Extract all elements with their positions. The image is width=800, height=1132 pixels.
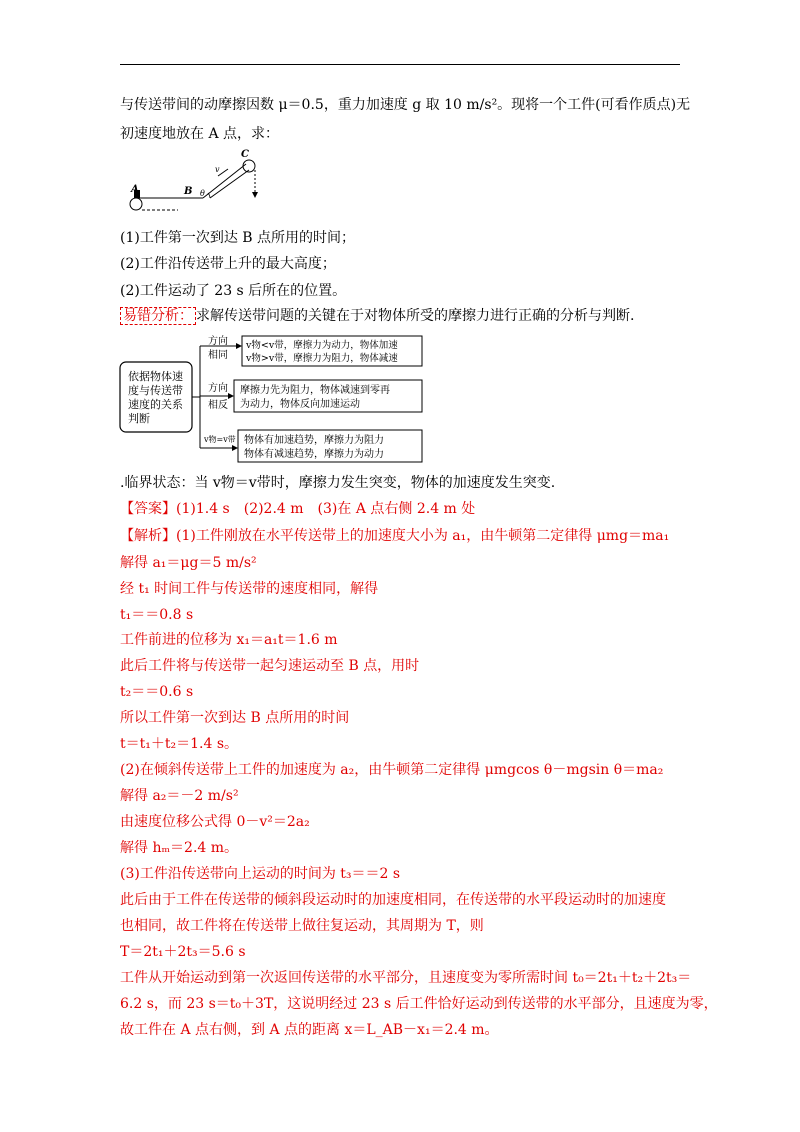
branch3-text: 物体有加速趋势，摩擦力为阻力 物体有减速趋势，摩擦力为动力 <box>244 435 384 460</box>
branch3-label: v物=v带 <box>204 435 236 444</box>
root-text: 依据物体速 度与传送带 速度的关系 判断 <box>128 370 183 425</box>
solution-line-3: 经 t₁ 时间工件与传送带的速度相同，解得 <box>120 581 379 597</box>
friction-flowchart <box>118 334 428 466</box>
branch2-label: 方向 相反 <box>208 383 228 411</box>
analysis-text: 求解传送带问题的关键在于对物体所受的摩擦力进行正确的分析与判断. <box>196 308 635 324</box>
solution-line-8: 所以工件第一次到达 B 点所用的时间 <box>120 710 350 726</box>
solution-line-14: (3)工件沿传送带向上运动的时间为 t₃＝＝2 s <box>120 866 401 882</box>
branch1-text: v物<v带，摩擦力为动力，物体加速 v物>v带，摩擦力为阻力，物体减速 <box>246 340 398 364</box>
question-1: (1)工件第一次到达 B 点所用的时间； <box>120 230 356 246</box>
conveyor-figure <box>118 148 278 218</box>
branch1-label: 方向 相同 <box>208 336 228 361</box>
solution-line-13: 解得 hₘ＝2.4 m。 <box>120 840 239 856</box>
solution-line-6: 此后工件将与传送带一起匀速运动至 B 点，用时 <box>120 658 420 674</box>
label-v: v <box>215 165 220 174</box>
answer-line <box>120 499 475 519</box>
solution-line-9: t＝t₁＋t₂＝1.4 s。 <box>120 736 239 752</box>
answer-text: (1)1.4 s (2)2.4 m (3)在 A 点右侧 2.4 m 处 <box>176 501 476 517</box>
solution-line-2: 解得 a₁＝μg＝5 m/s² <box>120 555 257 571</box>
critical-state: .临界状态：当 v物＝v带时，摩擦力发生突变，物体的加速度发生突变. <box>120 475 556 491</box>
problem-line-1: 与传送带间的动摩擦因数 μ＝0.5，重力加速度 g 取 10 m/s²。现将一个工件(可看作质点)无 <box>120 97 691 113</box>
solution-line-5: 工件前进的位移为 x₁＝a₁t＝1.6 m <box>120 632 338 648</box>
down-arrow-icon <box>252 192 258 198</box>
solution-line-10: (2)在倾斜传送带上工件的加速度为 a₂，由牛顿第二定律得 μmgcos θ－mgsin θ＝ma₂ <box>120 762 664 778</box>
solution-line-4: t₁＝＝0.8 s <box>120 607 194 623</box>
solution-line-15: 此后由于工件在传送带的倾斜段运动时的加速度相同，在传送带的水平段运动时的加速度 <box>120 892 666 908</box>
solution-line-12: 由速度位移公式得 0－v²＝2a₂ <box>120 814 310 830</box>
solution-line-7: t₂＝＝0.6 s <box>120 684 194 700</box>
solution-line-17: T＝2t₁＋2t₃＝5.6 s <box>120 944 246 960</box>
solution-line-16: 也相同，故工件将在传送带上做往复运动，其周期为 T，则 <box>120 918 484 934</box>
analysis-line <box>120 306 634 326</box>
label-c: C <box>241 149 249 160</box>
solution-line-11: 解得 a₂＝－2 m/s² <box>120 788 239 804</box>
branch2-text: 摩擦力先为阻力，物体减速到零再 为动力，物体反向加速运动 <box>240 385 390 410</box>
question-2: (2)工件沿传送带上升的最大高度； <box>120 256 336 272</box>
belt-incline-back <box>210 170 249 198</box>
solution-line-18: 工件从开始运动到第一次返回传送带的水平部分，且速度变为零所需时间 t₀＝2t₁＋t₂＋2t₃＝ <box>120 970 692 986</box>
header-rule <box>120 64 680 65</box>
question-3: (2)工件运动了 23 s 后所在的位置。 <box>120 283 347 299</box>
problem-line-2: 初速度地放在 A 点，求： <box>120 126 280 142</box>
answer-tag: 【答案】 <box>120 501 176 517</box>
solution-line-20: 故工件在 A 点右侧，到 A 点的距离 x＝L_AB－x₁＝2.4 m。 <box>120 1022 499 1038</box>
solution-line-19: 6.2 s，而 23 s＝t₀＋3T，这说明经过 23 s 后工件恰好运动到传送带的水平部分，且速度为零， <box>120 996 718 1012</box>
label-a: A <box>131 184 139 195</box>
label-b: B <box>184 186 193 197</box>
mistake-analysis-tag: 易错分析： <box>120 307 196 325</box>
pulley-a <box>130 198 142 210</box>
label-theta: θ <box>200 189 205 198</box>
solution-tag: 【解析】 <box>120 528 176 544</box>
solution-line-1: 【解析】(1)工件刚放在水平传送带上的加速度大小为 a₁，由牛顿第二定律得 μmg＝ma₁ <box>120 528 670 544</box>
belt-incline <box>203 164 246 198</box>
